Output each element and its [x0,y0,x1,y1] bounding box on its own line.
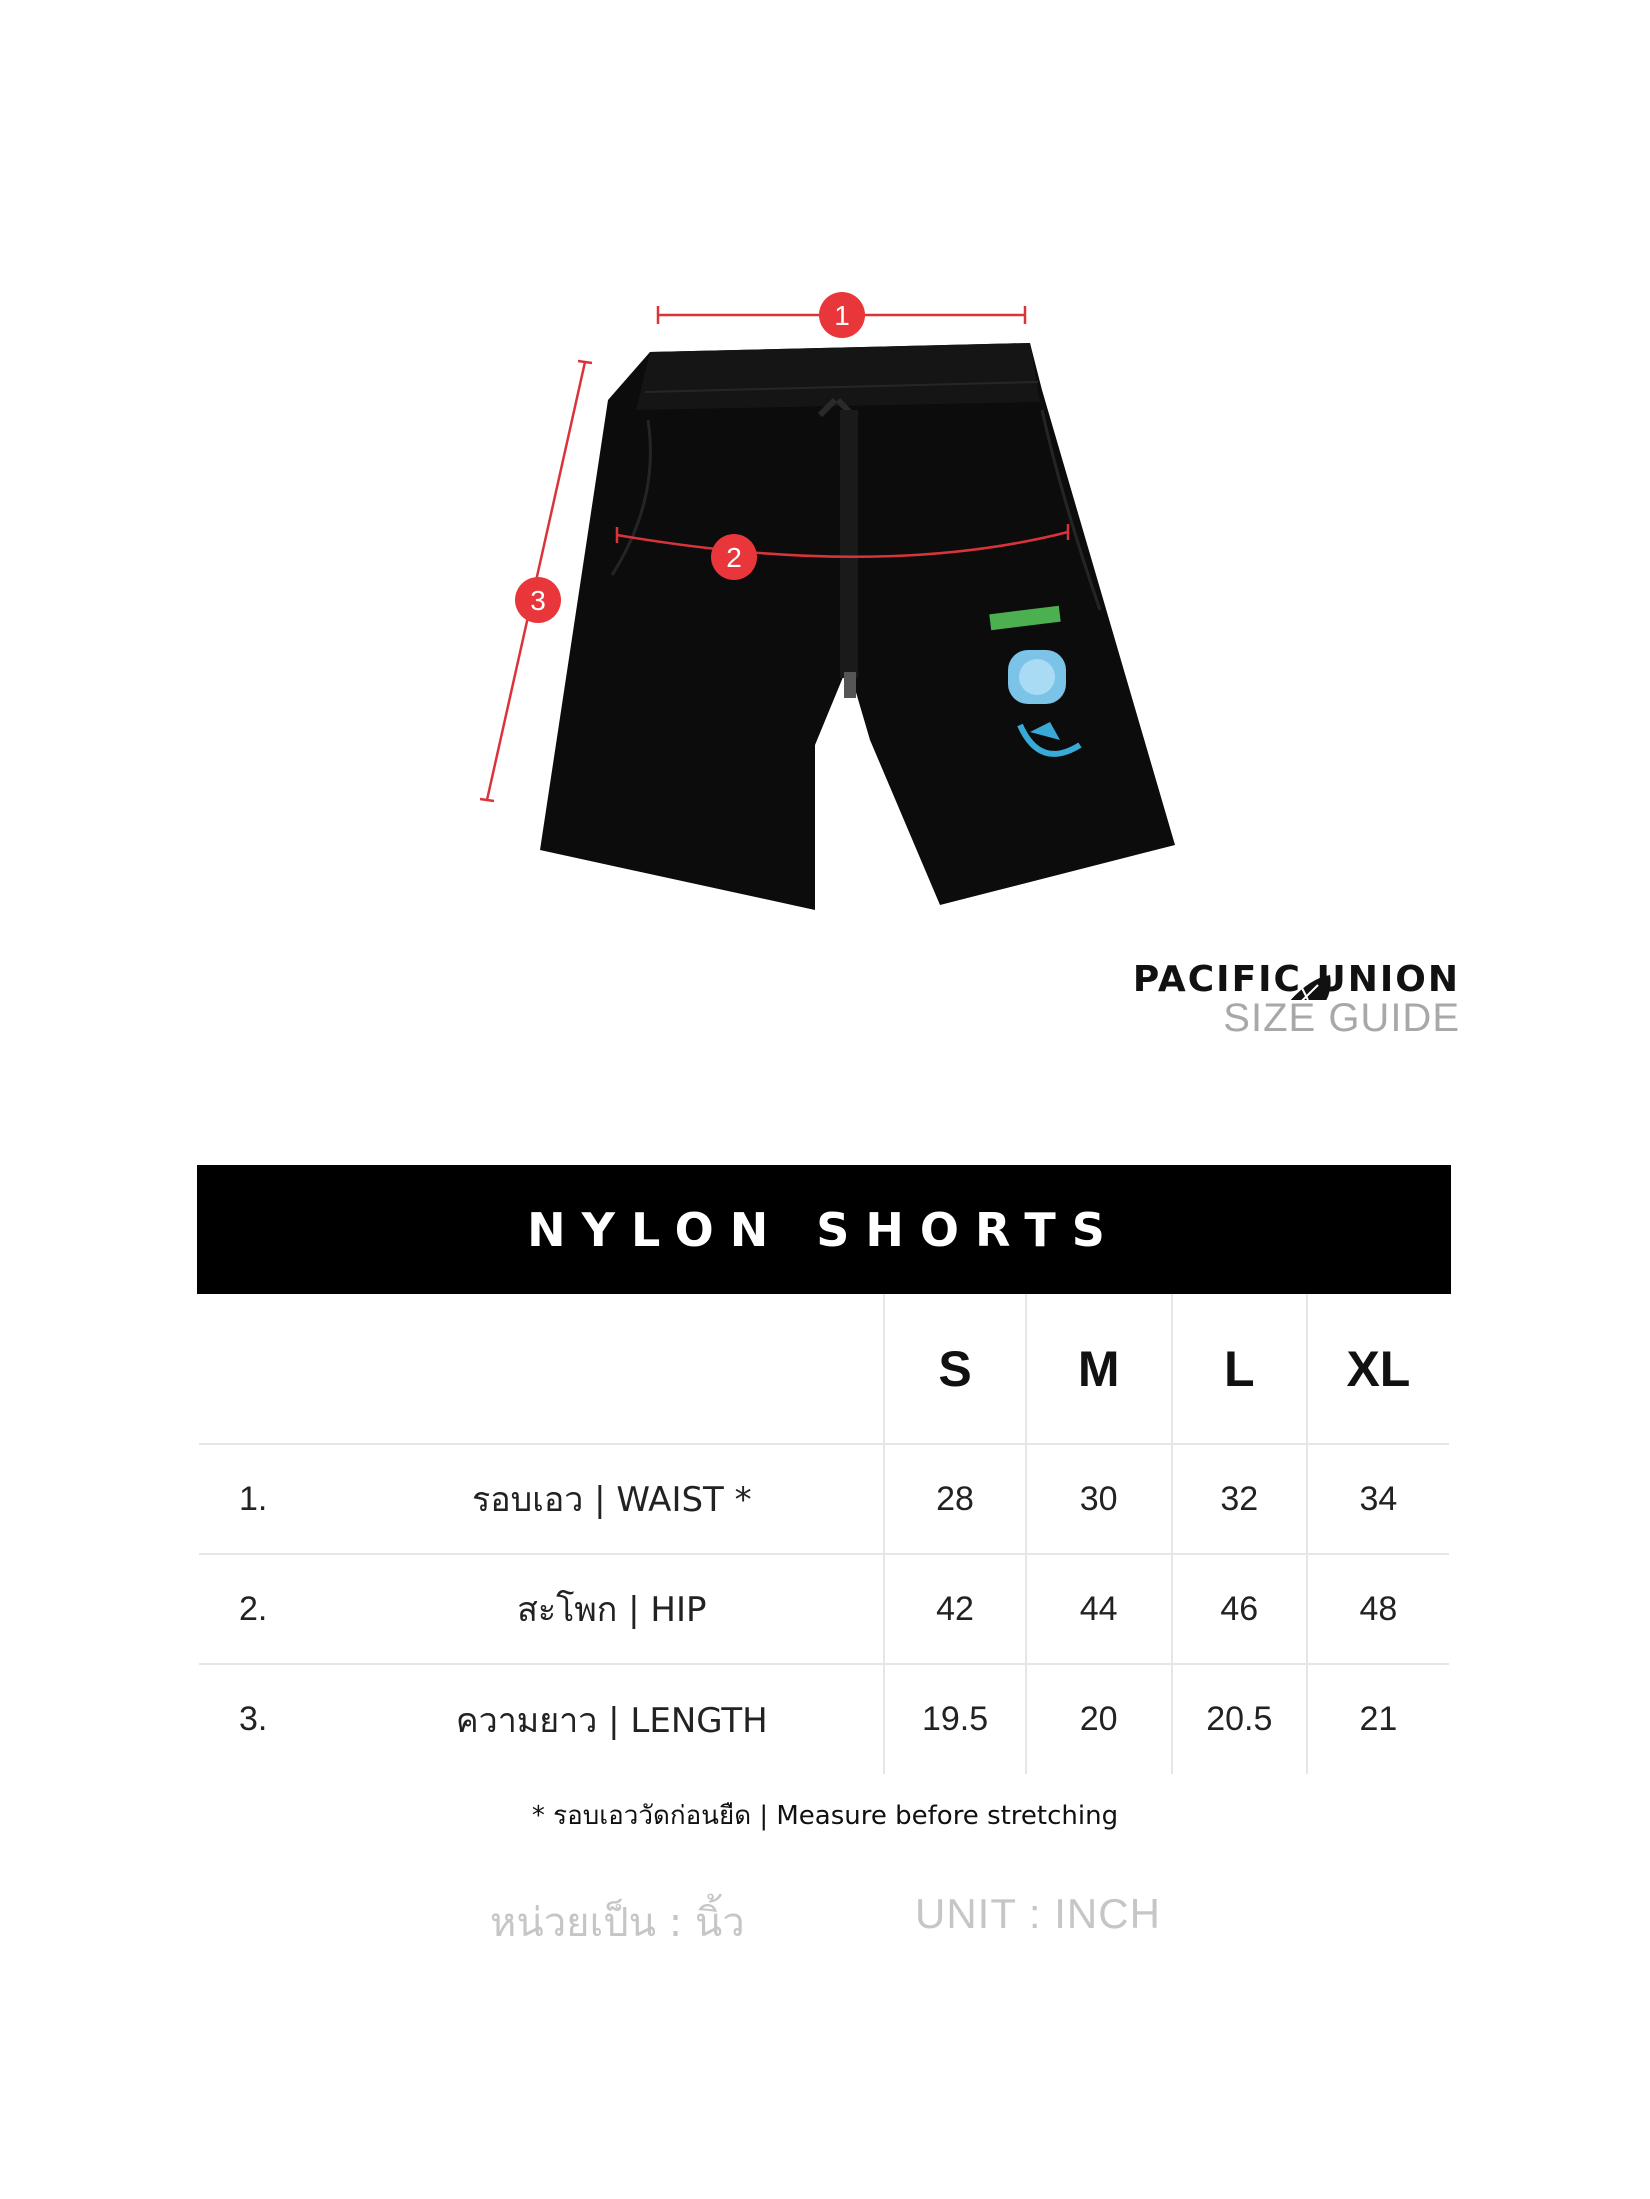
cell-value: 34 [1307,1444,1449,1554]
cell-value: 28 [884,1444,1025,1554]
table-row-waist [199,1444,1449,1554]
marker-3 [515,577,561,623]
marker-1-label: 1 [834,300,850,331]
size-header-row [199,1294,1449,1444]
marker-1 [819,292,865,338]
row-number: 1. [199,1444,340,1554]
row-label: สะโพก | HIP [340,1554,884,1664]
cell-value: 32 [1172,1444,1307,1554]
brand-subtitle: SIZE GUIDE [1223,996,1460,1040]
cell-value: 30 [1026,1444,1172,1554]
brand-block [1100,960,1460,1038]
size-table [199,1294,1449,1774]
product-title-bar [197,1165,1451,1294]
cell-value: 46 [1172,1554,1307,1664]
size-header-s: S [884,1294,1025,1444]
cell-value: 42 [884,1554,1025,1664]
cell-value: 19.5 [884,1664,1025,1774]
cell-value: 21 [1307,1664,1449,1774]
cell-value: 48 [1307,1554,1449,1664]
brand-name: PACIFIC UNION [1132,959,1460,1000]
size-header-m: M [1026,1294,1172,1444]
marker-2-label: 2 [726,542,742,573]
row-number: 2. [199,1554,340,1664]
marker-2 [711,534,757,580]
cell-value: 20 [1026,1664,1172,1774]
row-number: 3. [199,1664,340,1774]
size-header-l: L [1172,1294,1307,1444]
row-label: ความยาว | LENGTH [340,1664,884,1774]
cell-value: 20.5 [1172,1664,1307,1774]
size-header-xl: XL [1307,1294,1449,1444]
product-title: NYLON SHORTS [527,1202,1121,1257]
table-row-hip [199,1554,1449,1664]
unit-label-english: UNIT : INCH [915,1890,1161,1937]
shorts-illustration [540,343,1175,910]
table-row-length [199,1664,1449,1774]
measurement-note: * รอบเอววัดก่อนยืด | Measure before stretching [531,1801,1119,1831]
row-label: รอบเอว | WAIST * [340,1444,884,1554]
shorts-measurement-diagram [0,0,1650,1000]
header-blank [199,1294,884,1444]
marker-3-label: 3 [530,585,546,616]
unit-label-thai: หน่วยเป็น : นิ้ว [490,1900,745,1946]
cell-value: 44 [1026,1554,1172,1664]
